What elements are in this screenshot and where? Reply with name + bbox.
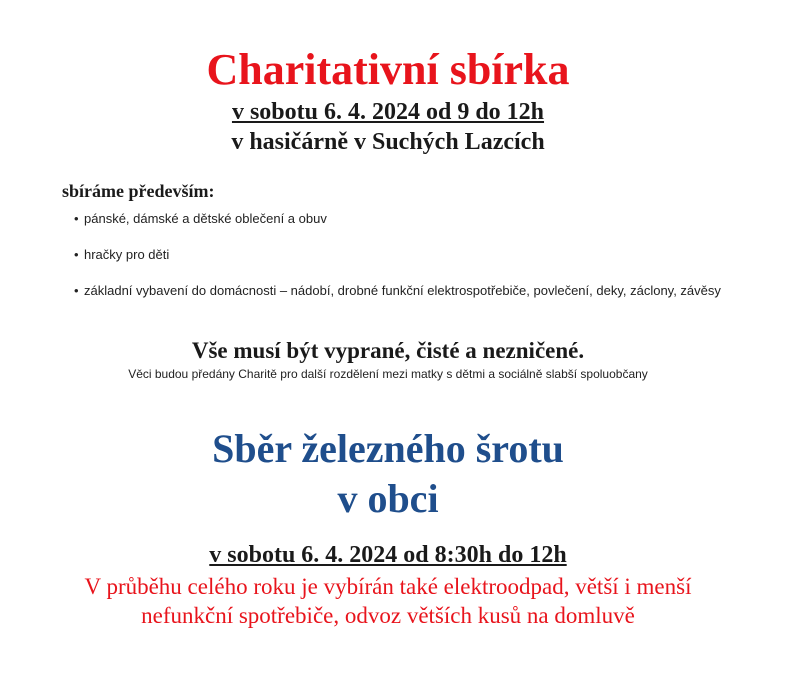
charity-title: Charitativní sbírka: [206, 45, 570, 94]
list-item: [74, 246, 734, 263]
list-item: [74, 210, 734, 227]
scrap-title-line-2: v obci: [337, 476, 439, 521]
collect-list: [74, 210, 734, 299]
bullet-icon: •: [74, 211, 79, 226]
scrap-title: [0, 424, 776, 524]
bullet-icon: •: [74, 283, 79, 298]
bullet-icon: •: [74, 247, 79, 262]
charity-note: Věci budou předány Charitě pro další rozdělení mezi matky s dětmi a sociálně slabší spoluobčany: [128, 367, 648, 381]
charity-date: v sobotu 6. 4. 2024 od 9 do 12h: [231, 99, 545, 125]
scrap-info: V průběhu celého roku je vybírán také elektroodpad, větší i menší nefunkční spotřebiče, odvoz větších kusů na domluvě: [84, 574, 692, 628]
collect-heading: sbíráme především:: [62, 181, 215, 201]
list-item: [74, 282, 734, 299]
charity-place: v hasičárně v Suchých Lazcích: [231, 129, 545, 155]
requirement-text: Vše musí být vyprané, čisté a nezničené.: [191, 338, 585, 363]
list-item-text: pánské, dámské a dětské oblečení a obuv: [84, 211, 327, 226]
list-item-text: hračky pro děti: [84, 247, 170, 262]
scrap-date: v sobotu 6. 4. 2024 od 8:30h do 12h: [209, 542, 567, 568]
list-item-text: základní vybavení do domácnosti – nádobí, drobné funkční elektrospotřebiče, povlečení, deky, záclony, závěsy: [84, 283, 721, 298]
scrap-title-line-1: Sběr železného šrotu: [212, 426, 564, 471]
